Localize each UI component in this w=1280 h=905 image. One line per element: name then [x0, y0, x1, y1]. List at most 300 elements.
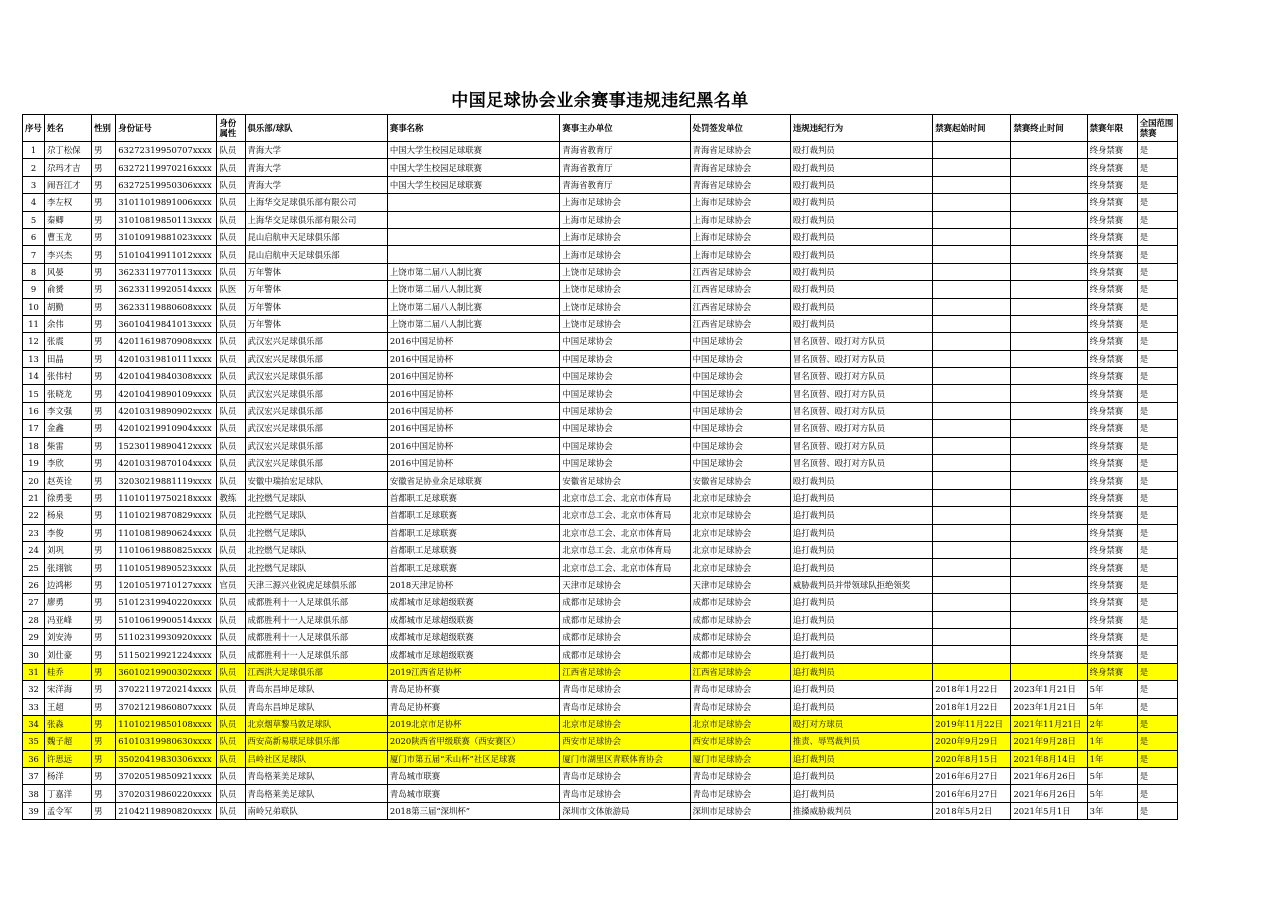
cell-organizer: 中国足球协会	[560, 385, 690, 402]
cell-end	[1011, 559, 1087, 576]
table-row	[23, 333, 1178, 350]
cell-issuer: 上海市足球协会	[690, 194, 790, 211]
cell-no: 11	[23, 315, 45, 332]
cell-issuer: 中国足球协会	[690, 333, 790, 350]
cell-sex: 男	[92, 333, 116, 350]
cell-name: 李欣	[45, 455, 92, 472]
cell-event: 2016中国足协杯	[387, 437, 559, 454]
cell-years: 终身禁赛	[1087, 628, 1137, 645]
cell-behavior: 殴打裁判员	[790, 315, 932, 332]
cell-end	[1011, 194, 1087, 211]
cell-start: 2019年11月22日	[933, 715, 1011, 732]
cell-no: 21	[23, 489, 45, 506]
table-row	[23, 420, 1178, 437]
cell-end	[1011, 350, 1087, 367]
cell-years: 终身禁赛	[1087, 385, 1137, 402]
cell-event: 上饶市第二届八人制比赛	[387, 263, 559, 280]
cell-years: 终身禁赛	[1087, 663, 1137, 680]
cell-organizer: 青岛市足球协会	[560, 785, 690, 802]
cell-behavior: 冒名顶替、殴打对方队员	[790, 437, 932, 454]
cell-issuer: 上海市足球协会	[690, 228, 790, 245]
cell-national: 是	[1137, 455, 1177, 472]
cell-id: 37022119720214xxxx	[116, 681, 217, 698]
cell-role: 教练	[217, 489, 245, 506]
cell-organizer: 中国足球协会	[560, 402, 690, 419]
cell-event: 2016中国足协杯	[387, 333, 559, 350]
cell-start	[933, 646, 1011, 663]
cell-club: 上海华交足球俱乐部有限公司	[245, 194, 387, 211]
cell-role: 队员	[217, 142, 245, 159]
cell-organizer: 天津市足球协会	[560, 576, 690, 593]
cell-club: 青岛东昌坤足球队	[245, 681, 387, 698]
cell-id: 42010419840308xxxx	[116, 368, 217, 385]
cell-organizer: 上海市足球协会	[560, 246, 690, 263]
cell-id: 21042119890820xxxx	[116, 802, 217, 819]
cell-name: 桂乔	[45, 663, 92, 680]
cell-sex: 男	[92, 159, 116, 176]
cell-years: 终身禁赛	[1087, 263, 1137, 280]
cell-name: 孟令军	[45, 802, 92, 819]
cell-years: 终身禁赛	[1087, 281, 1137, 298]
cell-name: 俞赟	[45, 281, 92, 298]
table-row	[23, 437, 1178, 454]
cell-years: 终身禁赛	[1087, 142, 1137, 159]
cell-name: 李俊	[45, 524, 92, 541]
table-row	[23, 785, 1178, 802]
cell-no: 5	[23, 211, 45, 228]
cell-event: 成都城市足球超级联赛	[387, 594, 559, 611]
cell-behavior: 推搡威胁裁判员	[790, 802, 932, 819]
cell-role: 队员	[217, 646, 245, 663]
header-cell: 禁赛年限	[1087, 115, 1137, 142]
cell-issuer: 江西省足球协会	[690, 281, 790, 298]
table-row	[23, 385, 1178, 402]
cell-behavior: 追打裁判员	[790, 628, 932, 645]
cell-club: 江西洪大足球俱乐部	[245, 663, 387, 680]
cell-club: 安徽中瑞抬宏足球队	[245, 472, 387, 489]
cell-role: 队员	[217, 507, 245, 524]
cell-organizer: 厦门市湖里区青联体育协会	[560, 750, 690, 767]
cell-sex: 男	[92, 715, 116, 732]
cell-issuer: 青岛市足球协会	[690, 681, 790, 698]
cell-national: 是	[1137, 298, 1177, 315]
cell-behavior: 追打裁判员	[790, 698, 932, 715]
cell-club: 成都胜利十一人足球俱乐部	[245, 646, 387, 663]
cell-id: 31011019891006xxxx	[116, 194, 217, 211]
cell-start	[933, 628, 1011, 645]
cell-role: 队员	[217, 385, 245, 402]
cell-national: 是	[1137, 159, 1177, 176]
cell-end	[1011, 663, 1087, 680]
cell-club: 万年警体	[245, 315, 387, 332]
cell-role: 官员	[217, 576, 245, 593]
cell-start	[933, 194, 1011, 211]
cell-organizer: 北京市总工会、北京市体育局	[560, 541, 690, 558]
cell-club: 武汉宏兴足球俱乐部	[245, 350, 387, 367]
cell-end: 2023年1月21日	[1011, 698, 1087, 715]
cell-national: 是	[1137, 524, 1177, 541]
cell-club: 昆山启航申天足球俱乐部	[245, 228, 387, 245]
cell-name: 张震	[45, 333, 92, 350]
cell-behavior: 威胁裁判员并带领球队拒绝领奖	[790, 576, 932, 593]
table-row	[23, 402, 1178, 419]
cell-name: 秦卿	[45, 211, 92, 228]
cell-club: 青海大学	[245, 142, 387, 159]
cell-organizer: 青岛市足球协会	[560, 768, 690, 785]
cell-start	[933, 611, 1011, 628]
cell-organizer: 上饶市足球协会	[560, 281, 690, 298]
cell-years: 终身禁赛	[1087, 559, 1137, 576]
cell-issuer: 厦门市足球协会	[690, 750, 790, 767]
cell-no: 19	[23, 455, 45, 472]
cell-issuer: 青海省足球协会	[690, 142, 790, 159]
cell-sex: 男	[92, 646, 116, 663]
cell-behavior: 追打裁判员	[790, 559, 932, 576]
header-cell: 禁赛起始时间	[933, 115, 1011, 142]
cell-national: 是	[1137, 698, 1177, 715]
cell-role: 队员	[217, 681, 245, 698]
cell-issuer: 青岛市足球协会	[690, 768, 790, 785]
cell-club: 成都胜利十一人足球俱乐部	[245, 628, 387, 645]
cell-role: 队员	[217, 455, 245, 472]
cell-behavior: 殴打裁判员	[790, 472, 932, 489]
cell-no: 1	[23, 142, 45, 159]
cell-issuer: 北京市足球协会	[690, 489, 790, 506]
cell-national: 是	[1137, 385, 1177, 402]
cell-start: 2016年6月27日	[933, 785, 1011, 802]
cell-id: 11010519890523xxxx	[116, 559, 217, 576]
cell-national: 是	[1137, 646, 1177, 663]
cell-id: 31010919881023xxxx	[116, 228, 217, 245]
cell-sex: 男	[92, 507, 116, 524]
cell-sex: 男	[92, 437, 116, 454]
cell-issuer: 北京市足球协会	[690, 507, 790, 524]
cell-years: 终身禁赛	[1087, 194, 1137, 211]
cell-start	[933, 402, 1011, 419]
cell-national: 是	[1137, 228, 1177, 245]
cell-event: 青岛城市联赛	[387, 768, 559, 785]
cell-organizer: 青海省教育厅	[560, 176, 690, 193]
cell-name: 余伟	[45, 315, 92, 332]
cell-issuer: 安徽省足球协会	[690, 472, 790, 489]
cell-years: 1年	[1087, 733, 1137, 750]
cell-name: 王超	[45, 698, 92, 715]
cell-club: 武汉宏兴足球俱乐部	[245, 437, 387, 454]
cell-issuer: 北京市足球协会	[690, 524, 790, 541]
cell-end	[1011, 576, 1087, 593]
cell-id: 42010219910904xxxx	[116, 420, 217, 437]
cell-id: 51150219921224xxxx	[116, 646, 217, 663]
cell-start: 2018年1月22日	[933, 698, 1011, 715]
cell-event: 2016中国足协杯	[387, 455, 559, 472]
cell-name: 胡勤	[45, 298, 92, 315]
cell-organizer: 中国足球协会	[560, 437, 690, 454]
cell-national: 是	[1137, 142, 1177, 159]
cell-issuer: 成都市足球协会	[690, 646, 790, 663]
cell-event: 上饶市第二届八人制比赛	[387, 315, 559, 332]
cell-end	[1011, 402, 1087, 419]
cell-end	[1011, 298, 1087, 315]
cell-organizer: 北京市总工会、北京市体育局	[560, 489, 690, 506]
cell-event	[387, 228, 559, 245]
cell-end	[1011, 368, 1087, 385]
cell-id: 37020519850921xxxx	[116, 768, 217, 785]
table-row	[23, 576, 1178, 593]
cell-end	[1011, 472, 1087, 489]
cell-years: 终身禁赛	[1087, 576, 1137, 593]
cell-years: 终身禁赛	[1087, 176, 1137, 193]
cell-sex: 男	[92, 246, 116, 263]
cell-id: 42010419890109xxxx	[116, 385, 217, 402]
cell-issuer: 成都市足球协会	[690, 611, 790, 628]
cell-national: 是	[1137, 315, 1177, 332]
cell-national: 是	[1137, 420, 1177, 437]
cell-start	[933, 263, 1011, 280]
cell-event: 2016中国足协杯	[387, 385, 559, 402]
cell-years: 终身禁赛	[1087, 159, 1137, 176]
table-row	[23, 507, 1178, 524]
cell-no: 9	[23, 281, 45, 298]
cell-start: 2020年8月15日	[933, 750, 1011, 767]
cell-no: 37	[23, 768, 45, 785]
cell-issuer: 中国足球协会	[690, 350, 790, 367]
cell-event	[387, 246, 559, 263]
cell-years: 终身禁赛	[1087, 420, 1137, 437]
table-row	[23, 559, 1178, 576]
cell-end	[1011, 228, 1087, 245]
cell-end	[1011, 455, 1087, 472]
cell-id: 63272519950306xxxx	[116, 176, 217, 193]
cell-event: 成都城市足球超级联赛	[387, 628, 559, 645]
cell-start	[933, 420, 1011, 437]
cell-national: 是	[1137, 785, 1177, 802]
table-row	[23, 228, 1178, 245]
cell-behavior: 冒名顶替、殴打对方队员	[790, 420, 932, 437]
cell-organizer: 北京市总工会、北京市体育局	[560, 507, 690, 524]
table-row	[23, 698, 1178, 715]
cell-end	[1011, 628, 1087, 645]
cell-sex: 男	[92, 315, 116, 332]
cell-id: 51010619900514xxxx	[116, 611, 217, 628]
cell-sex: 男	[92, 298, 116, 315]
cell-event: 首都职工足球联赛	[387, 507, 559, 524]
cell-organizer: 中国足球协会	[560, 333, 690, 350]
cell-id: 63272119970216xxxx	[116, 159, 217, 176]
cell-start	[933, 524, 1011, 541]
header-cell: 序号	[23, 115, 45, 142]
cell-no: 12	[23, 333, 45, 350]
cell-national: 是	[1137, 681, 1177, 698]
cell-role: 队员	[217, 472, 245, 489]
cell-no: 18	[23, 437, 45, 454]
cell-issuer: 江西省足球协会	[690, 263, 790, 280]
cell-national: 是	[1137, 176, 1177, 193]
cell-name: 许思远	[45, 750, 92, 767]
cell-behavior: 追打裁判员	[790, 785, 932, 802]
cell-sex: 男	[92, 698, 116, 715]
cell-id: 63272319950707xxxx	[116, 142, 217, 159]
cell-years: 3年	[1087, 802, 1137, 819]
table-row	[23, 455, 1178, 472]
cell-club: 青海大学	[245, 176, 387, 193]
table-row	[23, 628, 1178, 645]
cell-role: 队员	[217, 420, 245, 437]
table-row	[23, 142, 1178, 159]
cell-national: 是	[1137, 368, 1177, 385]
table-row	[23, 802, 1178, 819]
cell-no: 16	[23, 402, 45, 419]
cell-id: 15230119890412xxxx	[116, 437, 217, 454]
cell-id: 11010619880825xxxx	[116, 541, 217, 558]
cell-role: 队员	[217, 437, 245, 454]
cell-name: 徐勇斐	[45, 489, 92, 506]
cell-club: 成都胜利十一人足球俱乐部	[245, 611, 387, 628]
cell-no: 20	[23, 472, 45, 489]
cell-sex: 男	[92, 455, 116, 472]
cell-id: 37021219860807xxxx	[116, 698, 217, 715]
cell-years: 2年	[1087, 715, 1137, 732]
cell-club: 武汉宏兴足球俱乐部	[245, 420, 387, 437]
table-row	[23, 541, 1178, 558]
cell-end	[1011, 211, 1087, 228]
cell-national: 是	[1137, 768, 1177, 785]
cell-behavior: 冒名顶替、殴打对方队员	[790, 455, 932, 472]
cell-event: 2016中国足协杯	[387, 420, 559, 437]
cell-sex: 男	[92, 142, 116, 159]
cell-name: 冯亚峰	[45, 611, 92, 628]
cell-organizer: 中国足球协会	[560, 350, 690, 367]
cell-sex: 男	[92, 681, 116, 698]
cell-role: 队员	[217, 315, 245, 332]
cell-id: 11010119750218xxxx	[116, 489, 217, 506]
cell-id: 31010819850113xxxx	[116, 211, 217, 228]
cell-role: 队员	[217, 785, 245, 802]
cell-id: 36233119770113xxxx	[116, 263, 217, 280]
cell-behavior: 冒名顶替、殴打对方队员	[790, 368, 932, 385]
table-row	[23, 472, 1178, 489]
cell-sex: 男	[92, 385, 116, 402]
cell-end: 2021年9月28日	[1011, 733, 1087, 750]
cell-start	[933, 228, 1011, 245]
cell-event: 成都城市足球超级联赛	[387, 611, 559, 628]
cell-role: 队员	[217, 768, 245, 785]
cell-end	[1011, 176, 1087, 193]
cell-no: 17	[23, 420, 45, 437]
cell-no: 26	[23, 576, 45, 593]
cell-start	[933, 455, 1011, 472]
cell-role: 队员	[217, 246, 245, 263]
cell-role: 队员	[217, 750, 245, 767]
cell-sex: 男	[92, 402, 116, 419]
cell-organizer: 青岛市足球协会	[560, 681, 690, 698]
cell-organizer: 成都市足球协会	[560, 646, 690, 663]
cell-id: 51010419911012xxxx	[116, 246, 217, 263]
cell-end	[1011, 507, 1087, 524]
cell-role: 队员	[217, 541, 245, 558]
cell-behavior: 殴打裁判员	[790, 281, 932, 298]
cell-sex: 男	[92, 524, 116, 541]
cell-no: 3	[23, 176, 45, 193]
cell-name: 闹吾江才	[45, 176, 92, 193]
cell-name: 张翊镔	[45, 559, 92, 576]
cell-role: 队员	[217, 194, 245, 211]
cell-sex: 男	[92, 176, 116, 193]
cell-name: 杨泉	[45, 507, 92, 524]
cell-event: 2019江西省足协杯	[387, 663, 559, 680]
cell-issuer: 中国足球协会	[690, 455, 790, 472]
cell-end	[1011, 437, 1087, 454]
cell-id: 36233119880608xxxx	[116, 298, 217, 315]
cell-no: 39	[23, 802, 45, 819]
table-row	[23, 733, 1178, 750]
cell-sex: 男	[92, 663, 116, 680]
cell-behavior: 殴打对方球员	[790, 715, 932, 732]
cell-id: 37020319860220xxxx	[116, 785, 217, 802]
cell-no: 38	[23, 785, 45, 802]
cell-issuer: 西安市足球协会	[690, 733, 790, 750]
cell-event: 2018天津足协杯	[387, 576, 559, 593]
cell-start	[933, 385, 1011, 402]
table-row	[23, 611, 1178, 628]
cell-national: 是	[1137, 246, 1177, 263]
cell-name: 张淼	[45, 715, 92, 732]
cell-start	[933, 437, 1011, 454]
cell-no: 36	[23, 750, 45, 767]
cell-club: 西安高新易联足球俱乐部	[245, 733, 387, 750]
cell-issuer: 青岛市足球协会	[690, 785, 790, 802]
cell-organizer: 上海市足球协会	[560, 211, 690, 228]
cell-club: 万年警体	[245, 281, 387, 298]
cell-no: 8	[23, 263, 45, 280]
cell-issuer: 北京市足球协会	[690, 559, 790, 576]
cell-club: 北控燃气足球队	[245, 541, 387, 558]
cell-event: 首都职工足球联赛	[387, 559, 559, 576]
cell-end: 2021年8月14日	[1011, 750, 1087, 767]
cell-start	[933, 663, 1011, 680]
cell-years: 终身禁赛	[1087, 333, 1137, 350]
cell-event: 2016中国足协杯	[387, 402, 559, 419]
cell-name: 魏子超	[45, 733, 92, 750]
cell-club: 吕岭社区足球队	[245, 750, 387, 767]
cell-national: 是	[1137, 733, 1177, 750]
cell-club: 万年警体	[245, 298, 387, 315]
cell-years: 终身禁赛	[1087, 211, 1137, 228]
cell-id: 32030219881119xxxx	[116, 472, 217, 489]
cell-event: 中国大学生校园足球联赛	[387, 176, 559, 193]
table-row	[23, 663, 1178, 680]
cell-sex: 男	[92, 541, 116, 558]
cell-club: 北控燃气足球队	[245, 507, 387, 524]
cell-club: 青海大学	[245, 159, 387, 176]
cell-sex: 男	[92, 785, 116, 802]
cell-end	[1011, 385, 1087, 402]
cell-end	[1011, 594, 1087, 611]
cell-issuer: 青海省足球协会	[690, 176, 790, 193]
cell-start	[933, 176, 1011, 193]
header-cell: 违规违纪行为	[790, 115, 932, 142]
cell-national: 是	[1137, 802, 1177, 819]
cell-start: 2020年9月29日	[933, 733, 1011, 750]
cell-behavior: 殴打裁判员	[790, 263, 932, 280]
cell-issuer: 北京市足球协会	[690, 715, 790, 732]
cell-event: 青岛城市联赛	[387, 785, 559, 802]
cell-no: 27	[23, 594, 45, 611]
cell-years: 终身禁赛	[1087, 646, 1137, 663]
cell-role: 队员	[217, 611, 245, 628]
cell-organizer: 青海省教育厅	[560, 142, 690, 159]
table-row	[23, 176, 1178, 193]
cell-issuer: 上海市足球协会	[690, 246, 790, 263]
